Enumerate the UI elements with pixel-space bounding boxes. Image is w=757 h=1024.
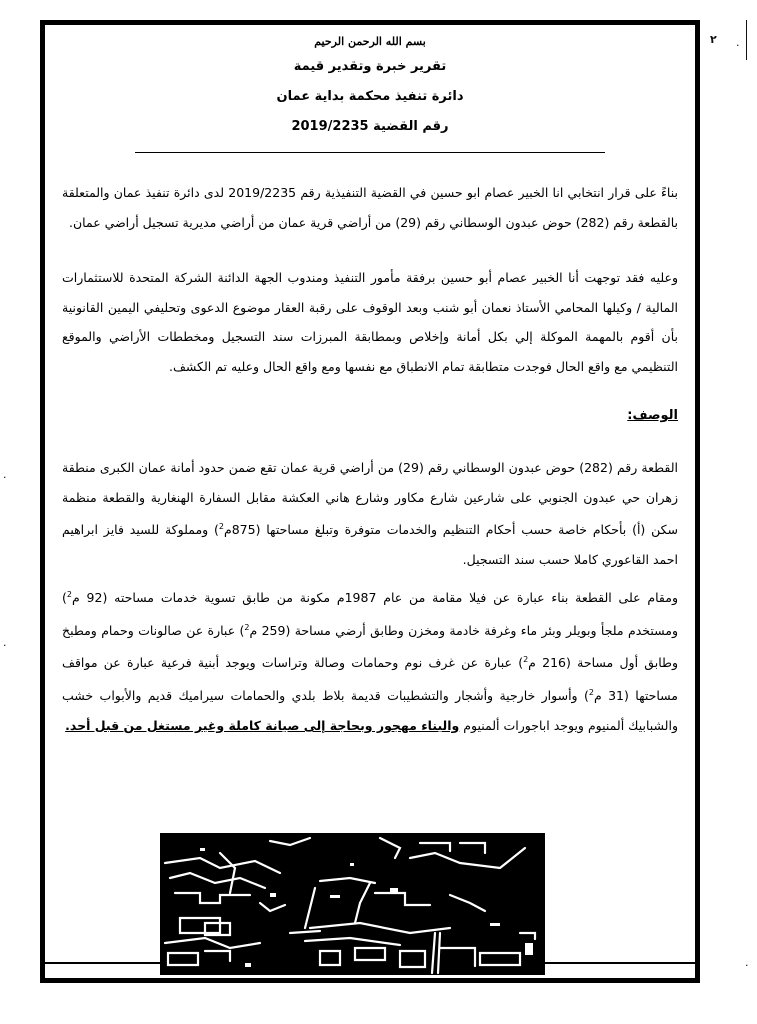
road-line bbox=[432, 933, 435, 973]
road-line bbox=[290, 931, 320, 933]
scan-mark: · bbox=[736, 39, 740, 52]
road-line bbox=[305, 888, 315, 928]
plot-description-text: القطعة رقم (282) حوض عبدون الوسطاني رقم (29) من أراضي قرية عمان تقع ضمن حدود أمانة عمان الكبرى منطقة زهران حي عبدون الجنوبي على شارعين شارع مكاور وشارع هاني العكشة مقابل السفارة الهنغارية والقطعة منظمة سكن (أ) بأحكام خاصة حسب أحكام التنظيم والخدمات متوفرة وتبلغ مساحتها (875م bbox=[62, 460, 679, 538]
road-line bbox=[170, 873, 265, 888]
road-line bbox=[165, 858, 280, 873]
building-outline bbox=[205, 951, 230, 961]
scan-mark: · bbox=[3, 471, 7, 484]
building-outline bbox=[420, 843, 450, 851]
road-line bbox=[165, 938, 260, 948]
road-line bbox=[310, 923, 450, 933]
scan-mark: · bbox=[745, 959, 749, 972]
plot-description-text-end: ) ومملوكة للسيد فايز ابراهيم احمد القاعوري كاملا حسب سند التسجيل. bbox=[62, 522, 678, 567]
road-line bbox=[438, 933, 440, 973]
road-line bbox=[450, 895, 485, 911]
road-line bbox=[220, 853, 235, 893]
superscript: 2 bbox=[218, 522, 224, 531]
superscript: 2 bbox=[66, 590, 72, 600]
building-outline bbox=[168, 953, 198, 965]
scan-mark: · bbox=[3, 639, 7, 652]
road-line bbox=[410, 848, 525, 868]
building-outline bbox=[480, 953, 520, 965]
case-number: رقم القضية 2019/2235 bbox=[291, 119, 449, 134]
building-outline bbox=[460, 843, 485, 853]
superscript: 2 bbox=[588, 688, 594, 698]
court-name: دائرة تنفيذ محكمة بداية عمان bbox=[276, 89, 464, 104]
building-text-2: ) ومستخدم ملجأ وبويلر وبئر ماء وغرفة خادمة ومخزن وطابق أرضي مساحة (259 م bbox=[62, 590, 678, 638]
building-outline bbox=[520, 933, 535, 939]
document-header bbox=[62, 32, 678, 153]
road-line bbox=[305, 938, 400, 945]
scan-edge-line bbox=[746, 20, 747, 60]
building-outline bbox=[375, 893, 430, 905]
building-text-4: ) عبارة عن غرف نوم وحمامات وصالة وتراسات ويوجد أبنية فرعية عبارة عن مواقف مساحتها (31 م bbox=[62, 655, 678, 704]
road-line bbox=[260, 903, 285, 911]
road-line bbox=[320, 878, 375, 883]
basmala: بسم الله الرحمن الرحيم bbox=[314, 35, 426, 48]
document-page bbox=[62, 28, 678, 740]
inspection-paragraph: وعليه فقد توجهت أنا الخبير عصام أبو حسين برفقة مأمور التنفيذ ومندوب الجهة الدائنة الشركة المتحدة للاستثمارات المالية / وكيلها المحامي الأستاذ نعمان أبو شنب وبعد الوقوف على رقبة العقار موضوع الدعوى وتحليفي اليمين القانونية بأن أقوم بالمهمة الموكلة إلي بكل أمانة وإخلاص وبمطابقة المبرزات سند التسجيل ومخططات الأراضي والموقع التنظيمي مع واقع الحال فوجدت متطابقة تمام الانطباق مع نفسها ومع واقع الحال وعليه تم الكشف. bbox=[62, 270, 678, 374]
plot-description-paragraph bbox=[62, 453, 678, 574]
building-outline bbox=[320, 951, 340, 965]
superscript: 2 bbox=[244, 622, 250, 632]
superscript: 2 bbox=[523, 655, 529, 665]
building-text-3: ) عبارة عن صالونات وحمام ومطبخ وطابق أول مساحة (216 م bbox=[62, 622, 678, 671]
page-number-mark: ٢ bbox=[710, 33, 717, 46]
road-line bbox=[380, 838, 400, 858]
building-outline bbox=[440, 948, 475, 966]
intro-paragraph: بناءً على قرار انتخابي انا الخبير عصام ابو حسين في القضية التنفيذية رقم 2019/2235 لدى دائرة تنفيذ عمان والمتعلقة بالقطعة رقم (282) حوض عبدون الوسطاني رقم (29) من أراضي قرية عمان من أراضي مديرية تسجيل أراضي عمان. bbox=[62, 185, 678, 230]
building-text-5: ) وأسوار خارجية وأشجار والتشطيبات قديمة بلاط بلدي والحمامات سيراميك قديم والأبواب خشب والشبابيك ألمنيوم ويوجد اباجورات ألمنيوم bbox=[62, 688, 678, 733]
road-line bbox=[270, 838, 310, 845]
building-outline bbox=[180, 918, 220, 933]
road-line bbox=[355, 883, 370, 923]
building-description-paragraph bbox=[62, 580, 678, 740]
aerial-photo-graphic bbox=[160, 833, 545, 975]
report-title: تقرير خبرة وتقدير قيمة bbox=[293, 59, 447, 74]
building-outline bbox=[175, 893, 250, 903]
aerial-site-photo bbox=[160, 833, 545, 975]
description-heading: الوصف: bbox=[627, 408, 678, 423]
header-divider bbox=[135, 152, 605, 153]
building-outline bbox=[400, 951, 425, 967]
building-condition-note: والبناء مهجور وبحاجة إلى صيانة كاملة وغير مستغل من قبل أحد. bbox=[65, 717, 460, 733]
building-text-1: ومقام على القطعة بناء عبارة عن فيلا مقامة من عام 1987م مكونة من طابق تسوية خدمات مساحته (92 م bbox=[71, 590, 678, 606]
building-outline bbox=[355, 948, 385, 960]
